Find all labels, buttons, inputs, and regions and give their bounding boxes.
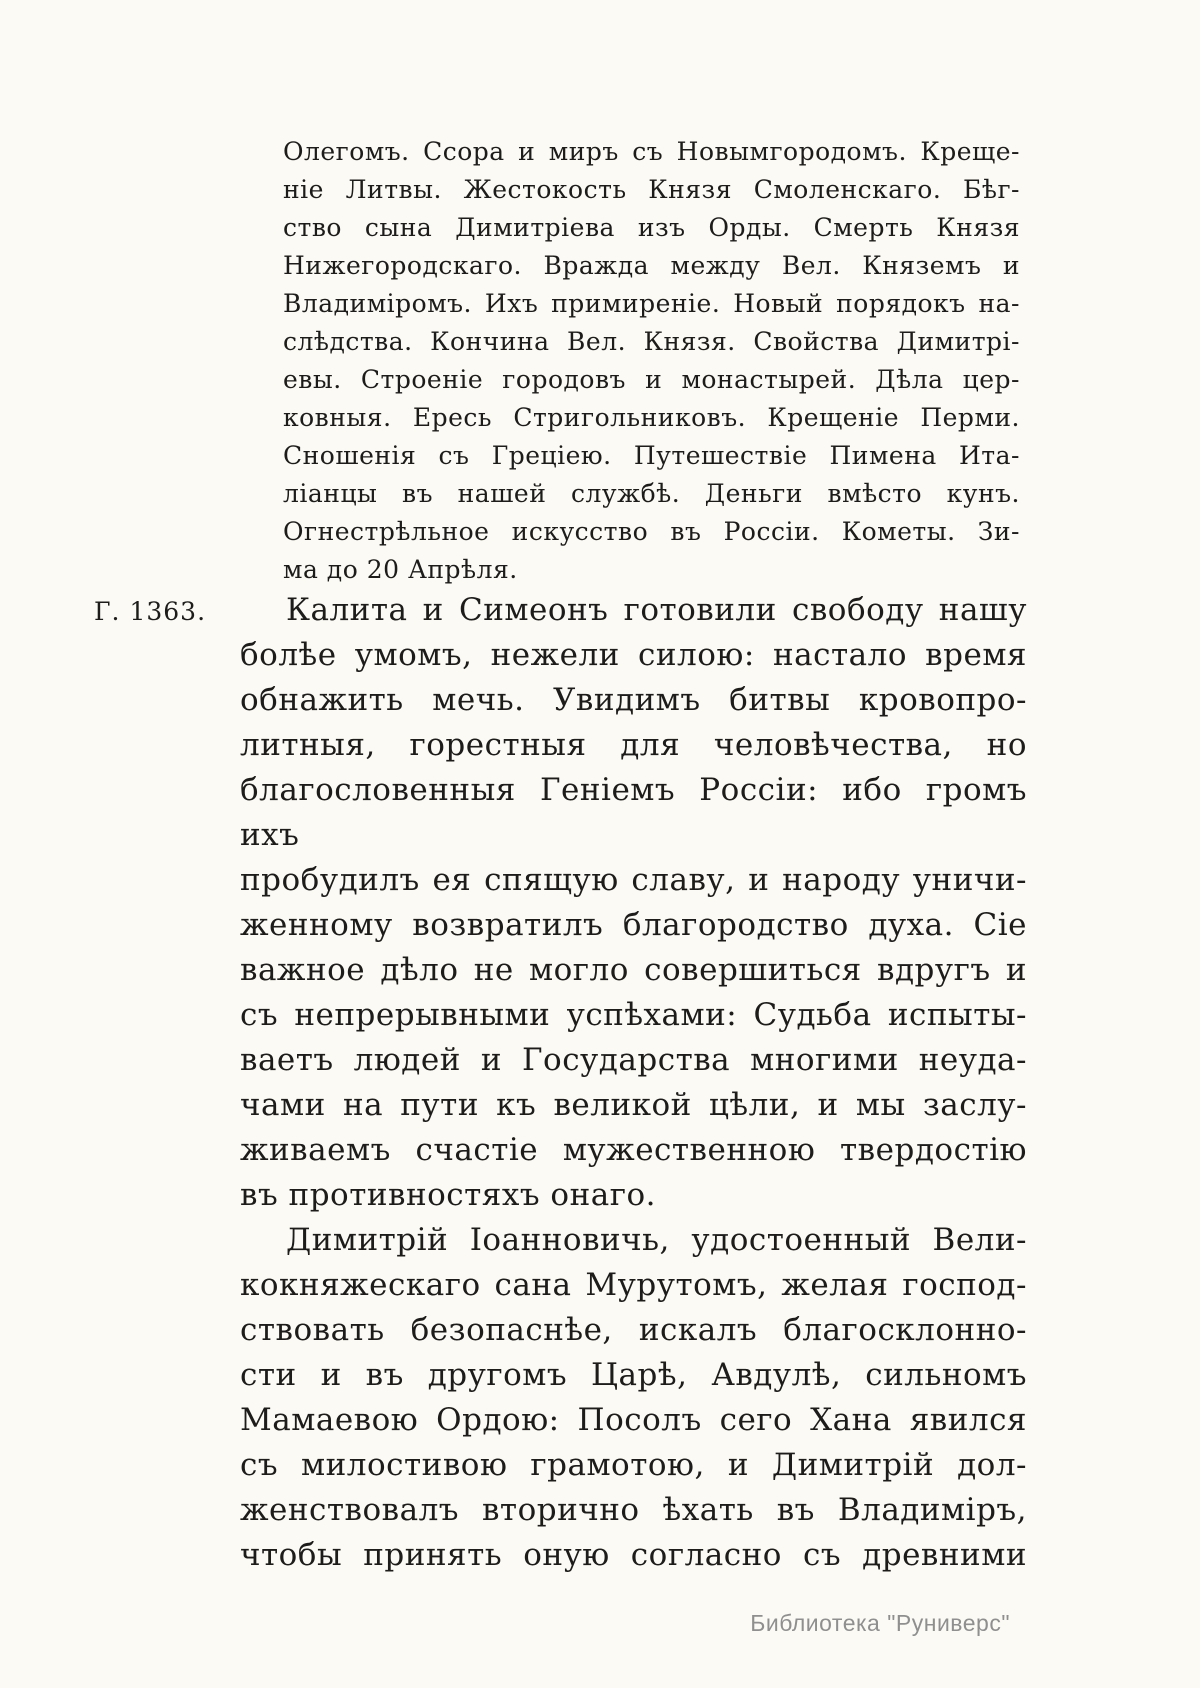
text-line: Нижегородскаго. Вражда между Вел. Княземъ и (283, 251, 1020, 280)
text-line: ма до 20 Апрѣля. (283, 555, 518, 584)
text-line: пробудилъ ея спящую славу, и народу уничи- (240, 862, 1027, 898)
text-line: чами на пути къ великой цѣли, и мы заслу- (240, 1087, 1027, 1123)
text-line: Сношенія съ Греціею. Путешествіе Пимена Ита- (283, 441, 1020, 470)
text-line: ніе Литвы. Жестокость Князя Смоленскаго. Бѣг- (283, 175, 1020, 204)
text-line: ство сына Димитріева изъ Орды. Смерть Князя (283, 213, 1020, 242)
text-line: ковныя. Ересь Стригольниковъ. Крещеніе Перми. (283, 403, 1020, 432)
text-line: Огнестрѣльное искусство въ Россіи. Кометы. Зи- (283, 517, 1020, 546)
text-line: ліанцы въ нашей службѣ. Деньги вмѣсто кунъ. (283, 479, 1020, 508)
year-margin-note: Г. 1363. (94, 597, 207, 626)
text-line: живаемъ счастіе мужественною твердостію (240, 1132, 1027, 1168)
paragraph-2 (240, 1218, 1027, 1578)
library-watermark: Библиотека "Руниверс" (750, 1610, 1010, 1636)
text-line: чтобы принять оную согласно съ древними (240, 1537, 1027, 1573)
text-line: Мамаевою Ордою: Посолъ сего Хана явился (240, 1402, 1027, 1438)
text-line: кокняжескаго сана Мурутомъ, желая господ- (240, 1267, 1027, 1303)
text-line: евы. Строеніе городовъ и монастырей. Дѣла цер- (283, 365, 1020, 394)
chapter-summary (283, 133, 1020, 589)
text-line: ваетъ людей и Государства многими неуда- (240, 1042, 1027, 1078)
text-line: слѣдства. Кончина Вел. Князя. Свойства Димитрі- (283, 327, 1020, 356)
text-line: литныя, горестныя для человѣчества, но (240, 727, 1027, 763)
text-line: сти и въ другомъ Царѣ, Авдулѣ, сильномъ (240, 1357, 1027, 1393)
text-line: Димитрій Іоанновичь, удостоенный Вели- (286, 1222, 1027, 1258)
text-line: важное дѣло не могло совершиться вдругъ и (240, 952, 1027, 988)
text-line: съ милостивою грамотою, и Димитрій дол- (240, 1447, 1027, 1483)
text-line: Олегомъ. Ссора и миръ съ Новымгородомъ. Креще- (283, 137, 1020, 166)
paragraph-1 (240, 588, 1027, 1218)
text-line: женствовалъ вторично ѣхать въ Владиміръ, (240, 1492, 1027, 1528)
text-line: въ противностяхъ онаго. (240, 1177, 656, 1213)
text-line: съ непрерывными успѣхами: Судьба испыты- (240, 997, 1027, 1033)
text-line: Владиміромъ. Ихъ примиреніе. Новый порядокъ на- (283, 289, 1020, 318)
text-line: женному возвратилъ благородство духа. Сіе (240, 907, 1027, 943)
text-line: обнажить мечь. Увидимъ битвы кровопро- (240, 682, 1027, 718)
body-text (240, 588, 1027, 1578)
text-line: Калита и Симеонъ готовили свободу нашу (286, 592, 1027, 628)
text-line: ствовать безопаснѣе, искалъ благосклонно- (240, 1312, 1027, 1348)
text-line: благословенныя Геніемъ Россіи: ибо громъ ихъ (240, 772, 1027, 853)
text-line: болѣе умомъ, нежели силою: настало время (240, 637, 1027, 673)
